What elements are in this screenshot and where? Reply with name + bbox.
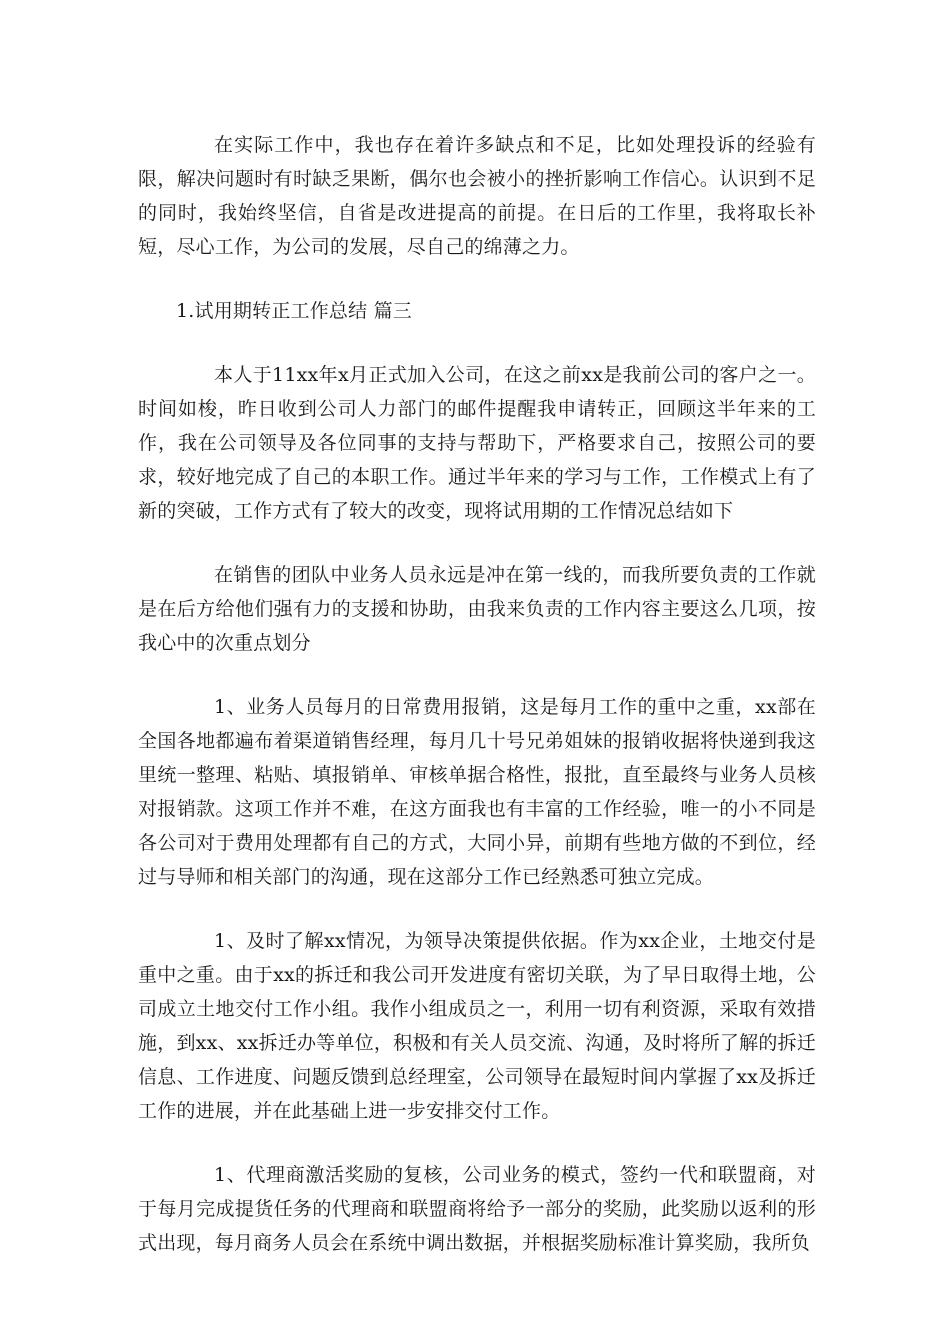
paragraph-agent-rewards: 1、代理商激活奖励的复核，公司业务的模式，签约一代和联盟商，对于每月完成提货任务的代理商和联盟商将给予一部分的奖励，此奖励以返利的形式出现，每月商务人员会在系统中调出数据，并根据奖励标准计算奖励，我所负 [138,1164,816,1254]
paragraph-introduction: 本人于11xx年x月正式加入公司，在这之前xx是我前公司的客户之一。时间如梭，昨日收到公司人力部门的邮件提醒我申请转正，回顾这半年来的工作，我在公司领导及各位同事的支持与帮助下，严格要求自己，按照公司的要求，较好地完成了自己的本职工作。通过半年来的学习与工作，工作模式上有了新的突破，工作方式有了较大的改变，现将试用期的工作情况总结如下 [138,364,816,522]
document-body [138,128,816,1290]
paragraph-team-role: 在销售的团队中业务人员永远是冲在第一线的，而我所要负责的工作就是在后方给他们强有力的支援和协助，由我来负责的工作内容主要这么几项，按我心中的次重点划分 [138,564,816,654]
paragraph-land-delivery: 1、及时了解xx情况，为领导决策提供依据。作为xx企业，土地交付是重中之重。由于xx的拆迁和我公司开发进度有密切关联，为了早日取得土地，公司成立土地交付工作小组。我作小组成员之一，利用一切有利资源，采取有效措施，到xx、xx拆迁办等单位，积极和有关人员交流、沟通，及时将所了解的拆迁信息、工作进度、问题反馈到总经理室，公司领导在最短时间内掌握了xx及拆迁工作的进展，并在此基础上进一步安排交付工作。 [138,930,816,1122]
paragraph-shortcomings: 在实际工作中，我也存在着许多缺点和不足，比如处理投诉的经验有限，解决问题时有时缺乏果断，偶尔也会被小的挫折影响工作信心。认识到不足的同时，我始终坚信，自省是改进提高的前提。在日后的工作里，我将取长补短，尽心工作，为公司的发展，尽自己的绵薄之力。 [138,134,816,258]
section-heading: 1.试用期转正工作总结 篇三 [176,300,412,322]
paragraph-expense-reimbursement: 1、业务人员每月的日常费用报销，这是每月工作的重中之重，xx部在全国各地都遍布着渠道销售经理，每月几十号兄弟姐妹的报销收据将快递到我这里统一整理、粘贴、填报销单、审核单据合格性，报批，直至最终与业务人员核对报销款。这项工作并不难，在这方面我也有丰富的工作经验，唯一的小不同是各公司对于费用处理都有自己的方式，大同小异，前期有些地方做的不到位，经过与导师和相关部门的沟通，现在这部分工作已经熟悉可独立完成。 [138,696,816,888]
